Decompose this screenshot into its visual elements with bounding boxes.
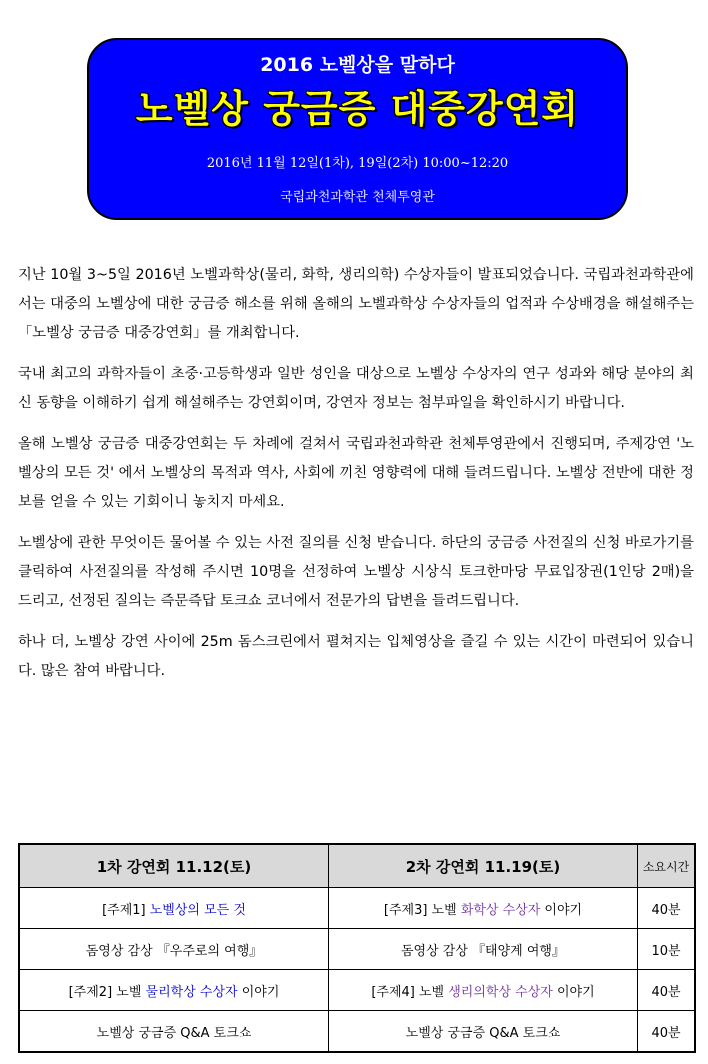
duration-cell: 40분: [638, 1011, 696, 1053]
banner-subtitle: 2016 노벨상을 말하다: [260, 54, 455, 76]
paragraph-schedule: 올해 노벨상 궁금증 대중강연회는 두 차례에 걸쳐서 국립과천과학관 천체투영관에서 진행되며, 주제강연 '노벨상의 모든 것' 에서 노벨상의 목적과 역사, 사회에 끼친 영향력에 대해 들려드립니다. 노벨상 전반에 대한 정보를 얻을 수 있는 기회이니 놓치지 마세요.: [18, 436, 694, 510]
banner-title: 노벨상 궁금증 대중강연회: [135, 87, 580, 131]
first-lecture-cell: 돔영상 감상 『우주로의 여행』: [19, 929, 329, 970]
table-header-row: [19, 844, 695, 888]
banner-venue: 국립과천과학관 천체투영관: [280, 190, 435, 205]
header-duration: 소요시간: [638, 844, 696, 888]
table-row: [19, 888, 695, 929]
second-lecture-cell: 노벨상 궁금증 Q&A 토크쇼: [329, 1011, 638, 1053]
table-row: [19, 929, 695, 970]
second-lecture-cell: 돔영상 감상 『태양계 여행』: [329, 929, 638, 970]
header-first-lecture: 1차 강연회 11.12(토): [19, 844, 329, 888]
duration-cell: 40분: [638, 888, 696, 929]
paragraph-intro: 지난 10월 3~5일 2016년 노벨과학상(물리, 화학, 생리의학) 수상자들이 발표되었습니다. 국립과천과학관에서는 대중의 노벨상에 대한 궁금증 해소를 위해 올해의 노벨과학상 수상자들의 업적과 수상배경을 해설해주는 「노벨상 궁금증 대중강연회」를 개최합니다.: [18, 267, 695, 341]
lecture-schedule-table: [18, 843, 696, 1053]
table-row: [19, 1011, 695, 1053]
table-row: [19, 970, 695, 1011]
paragraph-dome-video: 하나 더, 노벨상 강연 사이에 25m 돔스크린에서 펼쳐지는 입체영상을 즐길 수 있는 시간이 마련되어 있습니다. 많은 참여 바랍니다.: [18, 634, 694, 679]
event-banner: [87, 38, 628, 220]
first-lecture-cell: [주제2] 노벨 물리학상 수상자 이야기: [19, 970, 329, 1011]
announcement-body: [18, 261, 694, 698]
paragraph-audience: 국내 최고의 과학자들이 초중·고등학생과 일반 성인을 대상으로 노벨상 수상자의 연구 성과와 해당 분야의 최신 동향을 이해하기 쉽게 해설해주는 강연회이며, 강연자 정보는 첨부파일을 확인하시기 바랍니다.: [18, 366, 694, 411]
paragraph-pre-question: 노벨상에 관한 무엇이든 물어볼 수 있는 사전 질의를 신청 받습니다. 하단의 궁금증 사전질의 신청 바로가기를 클릭하여 사전질의를 작성해 주시면 10명을 선정하여 노벨상 시상식 토크한마당 무료입장권(1인당 2매)을 드리고, 선정된 질의는 즉문즉답 토크쇼 코너에서 전문가의 답변을 들려드립니다.: [18, 535, 694, 609]
first-lecture-cell: 노벨상 궁금증 Q&A 토크쇼: [19, 1011, 329, 1053]
duration-cell: 40분: [638, 970, 696, 1011]
duration-cell: 10분: [638, 929, 696, 970]
second-lecture-cell: [주제3] 노벨 화학상 수상자 이야기: [329, 888, 638, 929]
second-lecture-cell: [주제4] 노벨 생리의학상 수상자 이야기: [329, 970, 638, 1011]
header-second-lecture: 2차 강연회 11.19(토): [329, 844, 638, 888]
first-lecture-cell: [주제1] 노벨상의 모든 것: [19, 888, 329, 929]
banner-date: 2016년 11월 12일(1차), 19일(2차) 10:00~12:20: [206, 156, 509, 171]
